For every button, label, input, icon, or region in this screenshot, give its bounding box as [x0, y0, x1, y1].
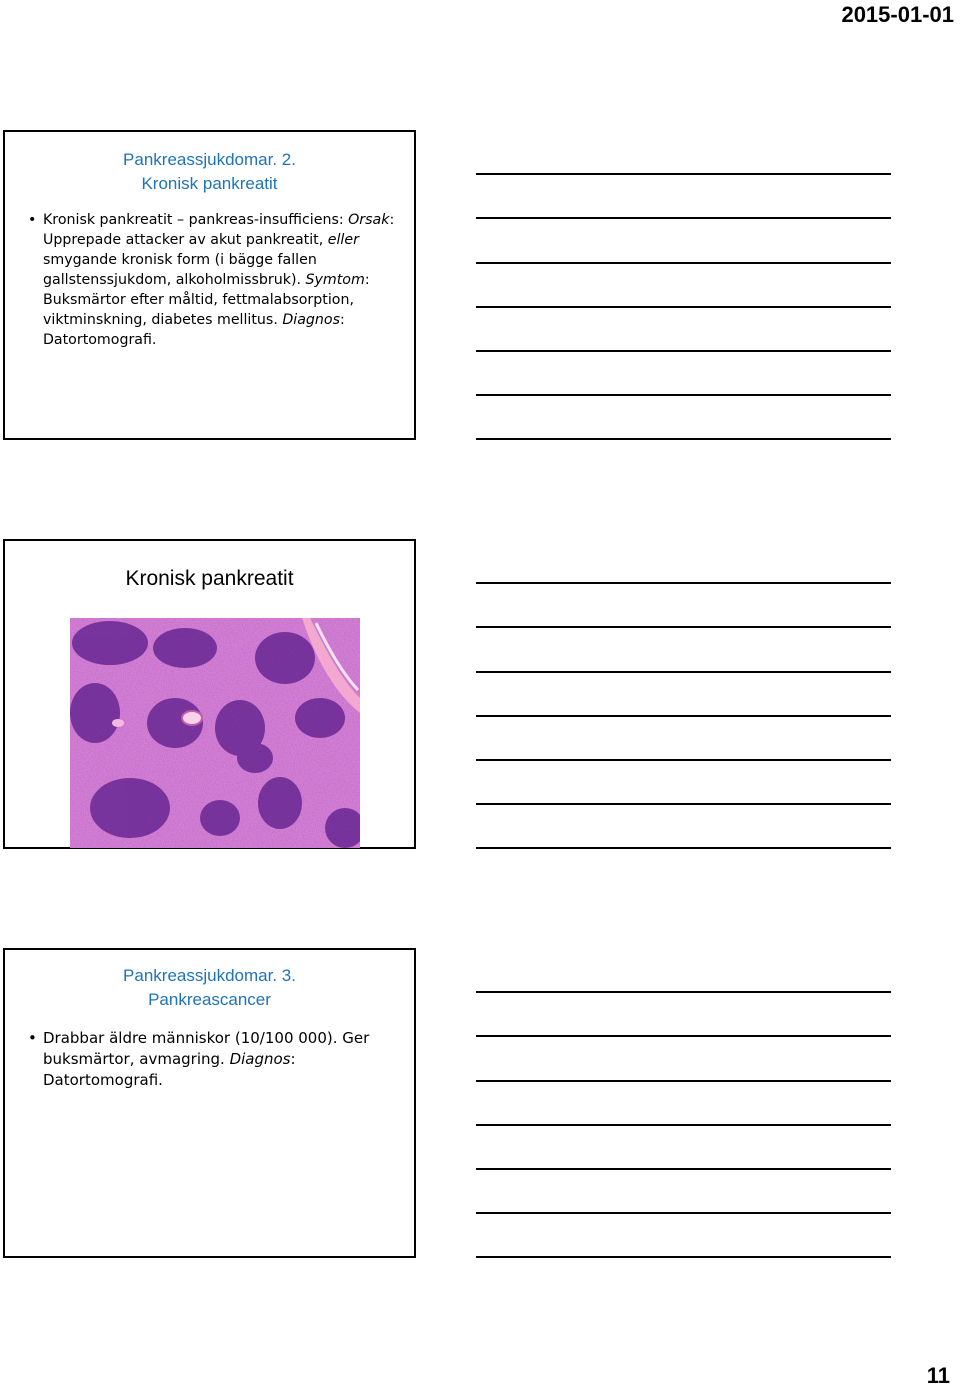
slide-1-bullet [43, 210, 400, 350]
note-line [476, 1080, 891, 1082]
bullet-term-orsak: Orsak [348, 212, 390, 228]
slide-3-bullet [43, 1028, 400, 1091]
note-line [476, 1168, 891, 1170]
bullet-text: Kronisk pankreatit – pankreas-insufficiens: [43, 212, 349, 228]
note-line [476, 306, 891, 308]
note-line [476, 626, 891, 628]
bullet-text: : Datortomografi. [43, 312, 345, 348]
note-line [476, 1124, 891, 1126]
note-line [476, 217, 891, 219]
slide-3-title-line2: Pankreascancer [148, 990, 271, 1009]
bullet-text: Drabbar äldre människor (10/100 000). Ger buksmärtor, avmagring. [43, 1029, 370, 1068]
note-line [476, 582, 891, 584]
note-line [476, 803, 891, 805]
bullet-text: : Datortomografi. [43, 1050, 296, 1089]
slide-2 [3, 539, 416, 849]
slide-1 [3, 130, 416, 440]
slide-1-title-line1: Pankreassjukdomar. 2. [123, 150, 296, 169]
note-line [476, 394, 891, 396]
note-line [476, 262, 891, 264]
slide-3 [3, 948, 416, 1258]
note-line [476, 715, 891, 717]
bullet-text: : Upprepade attacker av akut pankreatit, [43, 212, 395, 248]
note-line [476, 1212, 891, 1214]
bullet-term-diagnos: Diagnos [229, 1050, 291, 1068]
note-line [476, 173, 891, 175]
note-line [476, 759, 891, 761]
note-line [476, 1256, 891, 1258]
bullet-text: smygande kronisk form (i bägge fallen gallstenssjukdom, alkoholmissbruk). [43, 252, 317, 288]
slide-1-title [5, 148, 414, 196]
histology-image [70, 618, 360, 848]
note-line [476, 1035, 891, 1037]
note-line [476, 350, 891, 352]
bullet-term-symtom: Symtom [305, 272, 365, 288]
page-number: 11 [926, 1363, 950, 1388]
slide-3-title [5, 964, 414, 1012]
note-line [476, 991, 891, 993]
slide-2-title: Kronisk pankreatit [125, 567, 294, 590]
note-line [476, 671, 891, 673]
bullet-term-eller: eller [327, 232, 359, 248]
slide-1-title-line2: Kronisk pankreatit [141, 174, 278, 193]
note-line [476, 847, 891, 849]
note-line [476, 438, 891, 440]
bullet-text: : Buksmärtor efter måltid, fettmalabsorption, viktminskning, diabetes mellitus. [43, 272, 370, 328]
slide-3-title-line1: Pankreassjukdomar. 3. [123, 966, 296, 985]
page-date: 2015-01-01 [841, 2, 954, 27]
bullet-term-diagnos: Diagnos [282, 312, 340, 328]
